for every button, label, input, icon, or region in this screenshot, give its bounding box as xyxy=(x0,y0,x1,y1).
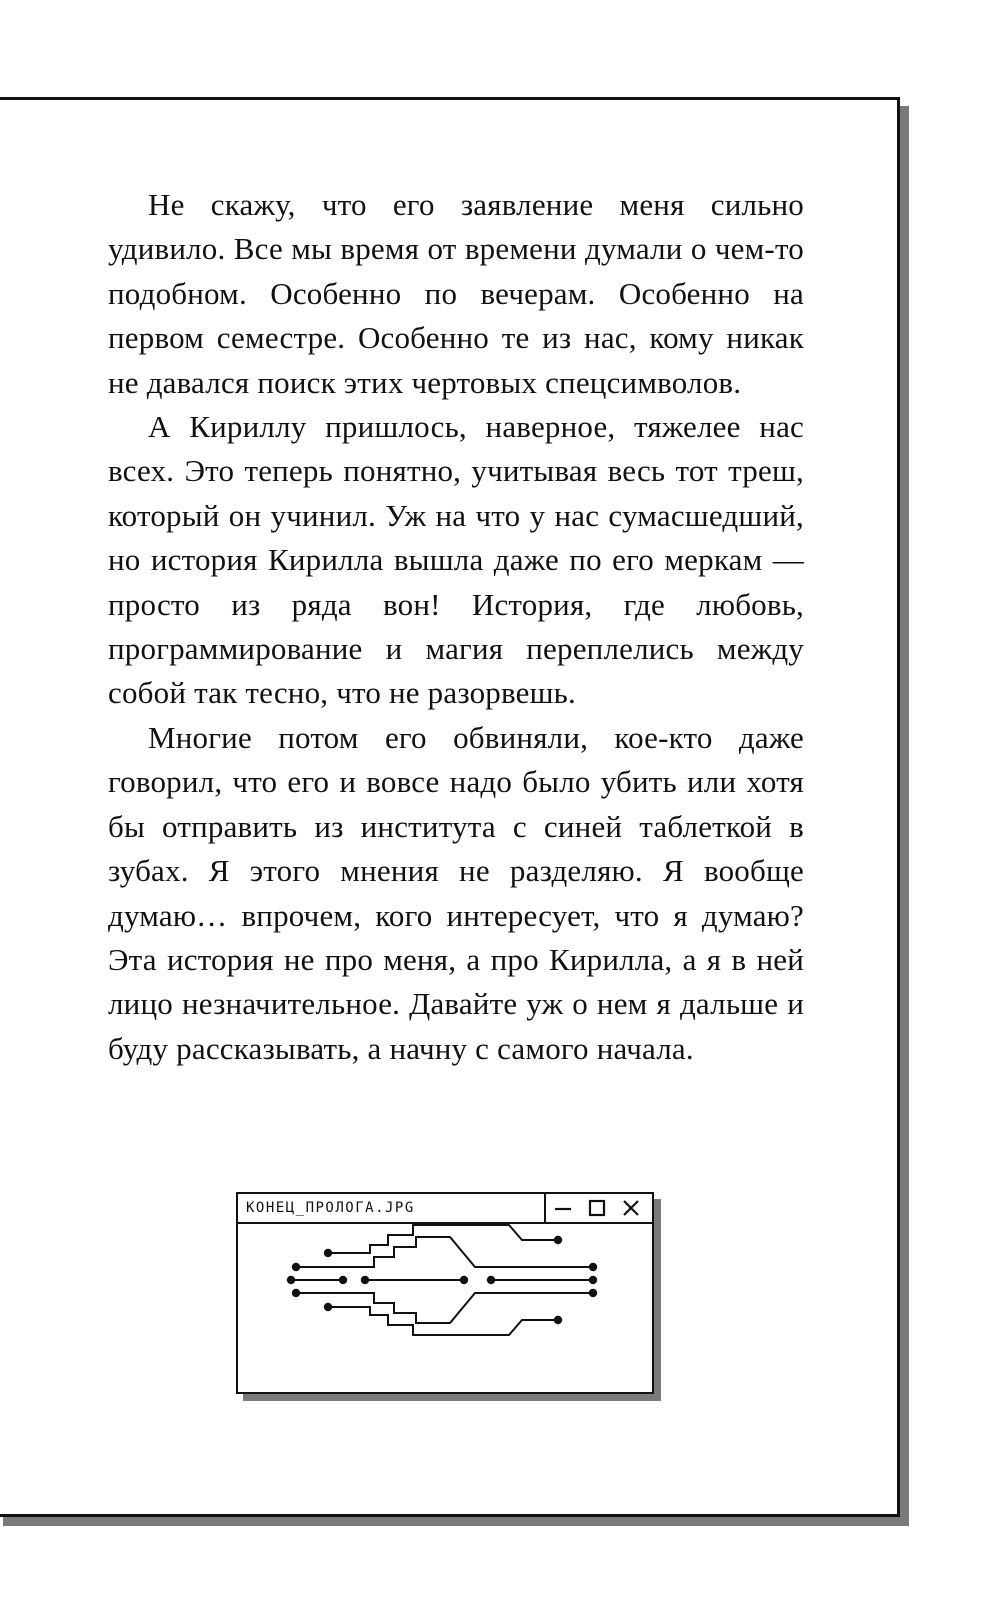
paragraph-1: Не скажу, что его заявление меня сильно удивило. Все мы время от времени думали о чем-то подобном. Особенно по вечерам. Особенно на первом семестре. Особенно те из нас, кому никак не давался поиск этих чертовых спецсимволов. xyxy=(108,187,804,400)
close-icon[interactable] xyxy=(620,1198,642,1218)
window-titlebar xyxy=(238,1194,652,1224)
paragraph-3: Многие потом его обвиняли, кое-кто даже говорил, что его и вовсе надо было убить или хотя бы отправить из института с синей таблеткой в зубах. Я этого мнения не разделяю. Я вообще думаю… впрочем, кого интересует, что я думаю? Эта история не про меня, а про Кирилла, а я в ней лицо незначительное. Давайте уж о нем я дальше и буду рассказывать, а начну с самого начала. xyxy=(108,719,804,1066)
paragraph-2: А Кириллу пришлось, наверное, тяжелее нас всех. Это теперь понятно, учитывая весь тот треш, который он учинил. Уж на что у нас сумасшедший, но история Кирилла вышла даже по его меркам — просто из ряда вон! История, где любовь, программирование и магия переплелись между собой так тесно, что не разорвешь. xyxy=(108,409,804,711)
body-text xyxy=(108,183,804,1071)
circuit-traces-icon xyxy=(238,1224,652,1392)
window-controls xyxy=(544,1194,652,1222)
minimize-icon[interactable] xyxy=(552,1198,574,1218)
maximize-icon[interactable] xyxy=(586,1198,608,1218)
image-window xyxy=(236,1192,654,1394)
window-title: КОНЕЦ_ПРОЛОГА.JPG xyxy=(246,1200,415,1216)
